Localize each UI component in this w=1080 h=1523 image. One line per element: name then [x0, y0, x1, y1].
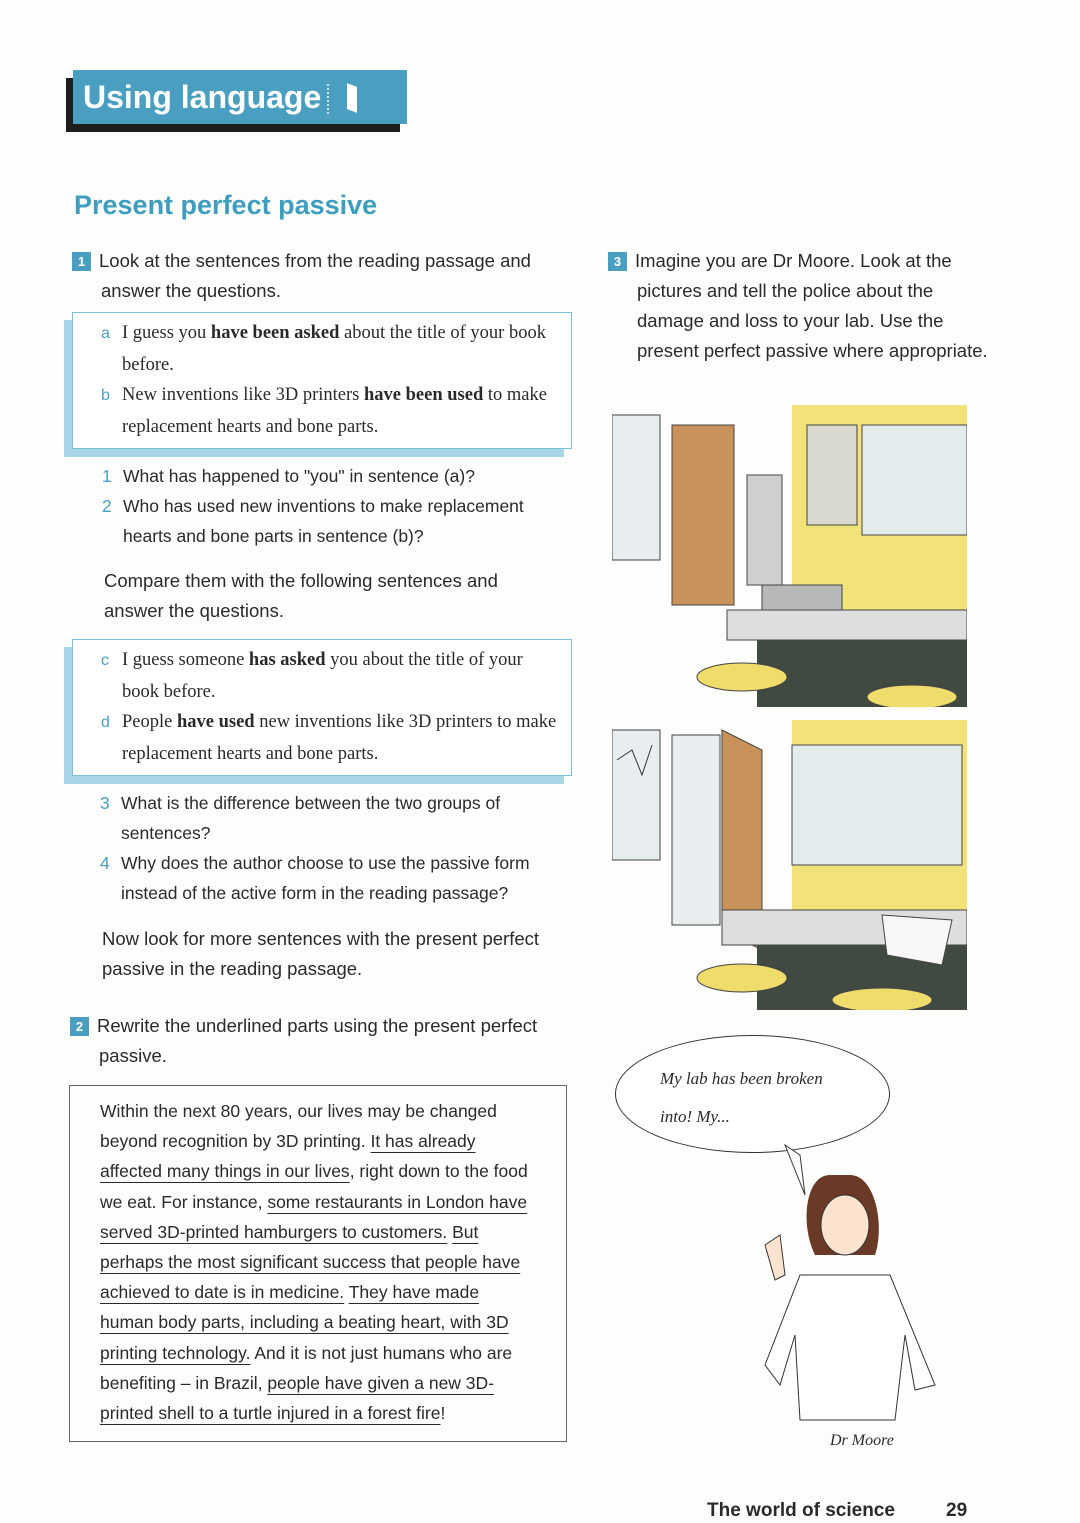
example-c — [101, 645, 561, 707]
reading-passage-box — [69, 1085, 567, 1442]
example-text: to make replacement hearts and bone parts. — [122, 385, 547, 437]
speech-line: My lab has been broken — [660, 1069, 823, 1088]
instruction-text: Rewrite the underlined parts using the present perfect passive. — [97, 1015, 538, 1066]
passage-text: ! — [440, 1403, 446, 1424]
bookmark-icon — [347, 83, 357, 113]
example-letter: c — [101, 652, 109, 669]
example-letter: d — [101, 714, 110, 731]
example-text: I guess you — [122, 323, 211, 343]
question-text: What is the difference between the two groups of sentences? — [121, 793, 501, 843]
question-number: 1 — [102, 466, 112, 486]
instruction-text: Imagine you are Dr Moore. Look at the pictures and tell the police about the damage and loss to your lab. Use the present perfect passive where appropriate. — [635, 250, 988, 361]
example-letter: b — [101, 387, 110, 404]
dr-moore-illustration — [745, 1135, 955, 1425]
exercise-1-instruction — [72, 246, 572, 306]
example-letter: a — [101, 325, 110, 342]
example-text: about the title of your book before. — [122, 323, 546, 375]
passage-text: , right down to the food we eat. For instance, — [100, 1161, 528, 1212]
subheading: Present perfect passive — [74, 190, 378, 220]
example-text: new inventions like 3D printers to make replacement hearts and bone parts. — [122, 712, 557, 764]
final-instruction: Now look for more sentences with the present perfect passive in the reading passage. — [102, 928, 540, 979]
exercise-3-instruction — [608, 246, 1002, 366]
underlined-phrase: It has already affected many things in our lives — [100, 1131, 476, 1182]
footer-title: The world of science — [707, 1500, 895, 1521]
passage-text: And it is not just humans who are benefiting – in Brazil, — [100, 1342, 513, 1393]
example-d — [101, 707, 561, 769]
underlined-phrase: They have made human body parts, including a beating heart, with 3D printing technology. — [100, 1282, 509, 1363]
question-number: 2 — [102, 496, 112, 516]
question-4 — [100, 848, 565, 908]
example-text: People — [122, 712, 177, 732]
section-title: Using language — [83, 79, 322, 115]
passage-text: Within the next 80 years, our lives may be changed beyond recognition by 3D printing. — [100, 1101, 497, 1152]
question-number: 3 — [100, 793, 110, 813]
question-text: Who has used new inventions to make replacement hearts and bone parts in sentence (b)? — [123, 496, 524, 546]
illustration-caption: Dr Moore — [830, 1432, 894, 1449]
speech-line: into! My... — [660, 1107, 730, 1126]
question-1 — [102, 461, 562, 491]
example-text: New inventions like 3D printers — [122, 385, 364, 405]
example-text: I guess someone — [122, 650, 249, 670]
banner-divider — [327, 84, 329, 114]
exercise-number-badge: 2 — [70, 1017, 89, 1036]
questions-3-4 — [100, 788, 565, 908]
example-bold: have been asked — [210, 323, 340, 343]
question-2 — [102, 491, 562, 551]
underlined-phrase: people have given a new 3D-printed shell to a turtle injured in a forest fire — [100, 1372, 495, 1424]
exercise-number-badge: 1 — [72, 252, 91, 271]
instruction-text: Look at the sentences from the reading passage and answer the questions. — [99, 250, 531, 301]
example-b — [101, 380, 561, 442]
section-banner — [73, 70, 407, 124]
example-box-cd — [72, 639, 572, 776]
question-text: Why does the author choose to use the passive form instead of the active form in the reading passage? — [121, 853, 530, 903]
compare-instruction: Compare them with the following sentences and answer the questions. — [104, 570, 498, 621]
underlined-phrase: But perhaps the most significant success that people have achieved to date is in medicine. — [100, 1221, 521, 1303]
exercise-number-badge: 3 — [608, 252, 627, 271]
example-text: you about the title of your book before. — [122, 650, 523, 702]
example-bold: have used — [176, 712, 255, 732]
page-number: 29 — [946, 1500, 968, 1521]
example-bold: has asked — [248, 650, 326, 670]
question-3 — [100, 788, 565, 848]
example-bold: have been used — [364, 385, 484, 405]
question-text: What has happened to "you" in sentence (a)? — [123, 466, 475, 486]
underlined-phrase: some restaurants in London have served 3D-printed hamburgers to customers. — [100, 1191, 528, 1242]
example-a — [101, 318, 561, 380]
example-box-ab — [72, 312, 572, 449]
lab-after-illustration — [612, 720, 967, 1010]
exercise-2-instruction — [70, 1011, 569, 1071]
questions-1-2 — [102, 461, 562, 551]
lab-before-illustration — [612, 405, 967, 707]
left-column — [70, 246, 572, 1442]
question-number: 4 — [100, 853, 110, 873]
